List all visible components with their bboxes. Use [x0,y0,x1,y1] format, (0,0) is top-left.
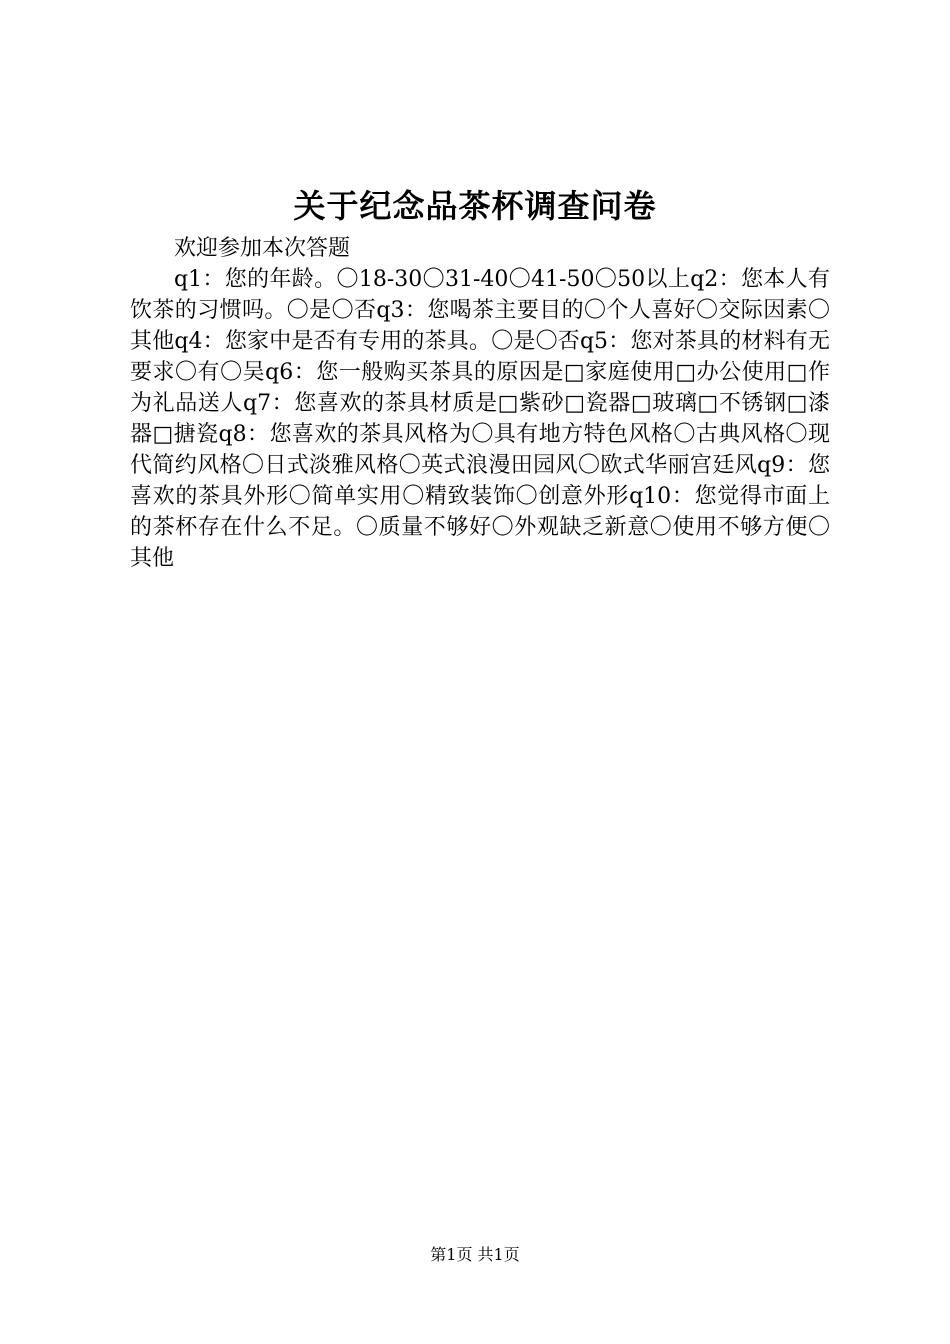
questions-paragraph: q1：您的年龄。〇18-30〇31-40〇41-50〇50以上q2：您本人有饮茶的习惯吗。〇是〇否q3：您喝茶主要目的〇个人喜好〇交际因素〇其他q4：您家中是否有专用的茶具。〇是〇否q5：您对茶具的材料有无要求〇有〇吴q6：您一般购买茶具的原因是□家庭使用□办公使用□作为礼品送人q7：您喜欢的茶具材质是□紫砂□瓷器□玻璃□不锈钢□漆器□搪瓷q8：您喜欢的茶具风格为〇具有地方特色风格〇古典风格〇现代简约风格〇日式淡雅风格〇英式浪漫田园风〇欧式华丽宫廷风q9：您喜欢的茶具外形〇简单实用〇精致装饰〇创意外形q10：您觉得市面上的茶杯存在什么不足。〇质量不够好〇外观缺乏新意〇使用不够方便〇其他 [130,267,830,571]
document-title: 关于纪念品茶杯调查问卷 [293,187,657,225]
document-body [130,233,830,574]
intro-paragraph: 欢迎参加本次答题 [174,236,351,261]
page-footer: 第1页 共1页 [430,1245,520,1264]
